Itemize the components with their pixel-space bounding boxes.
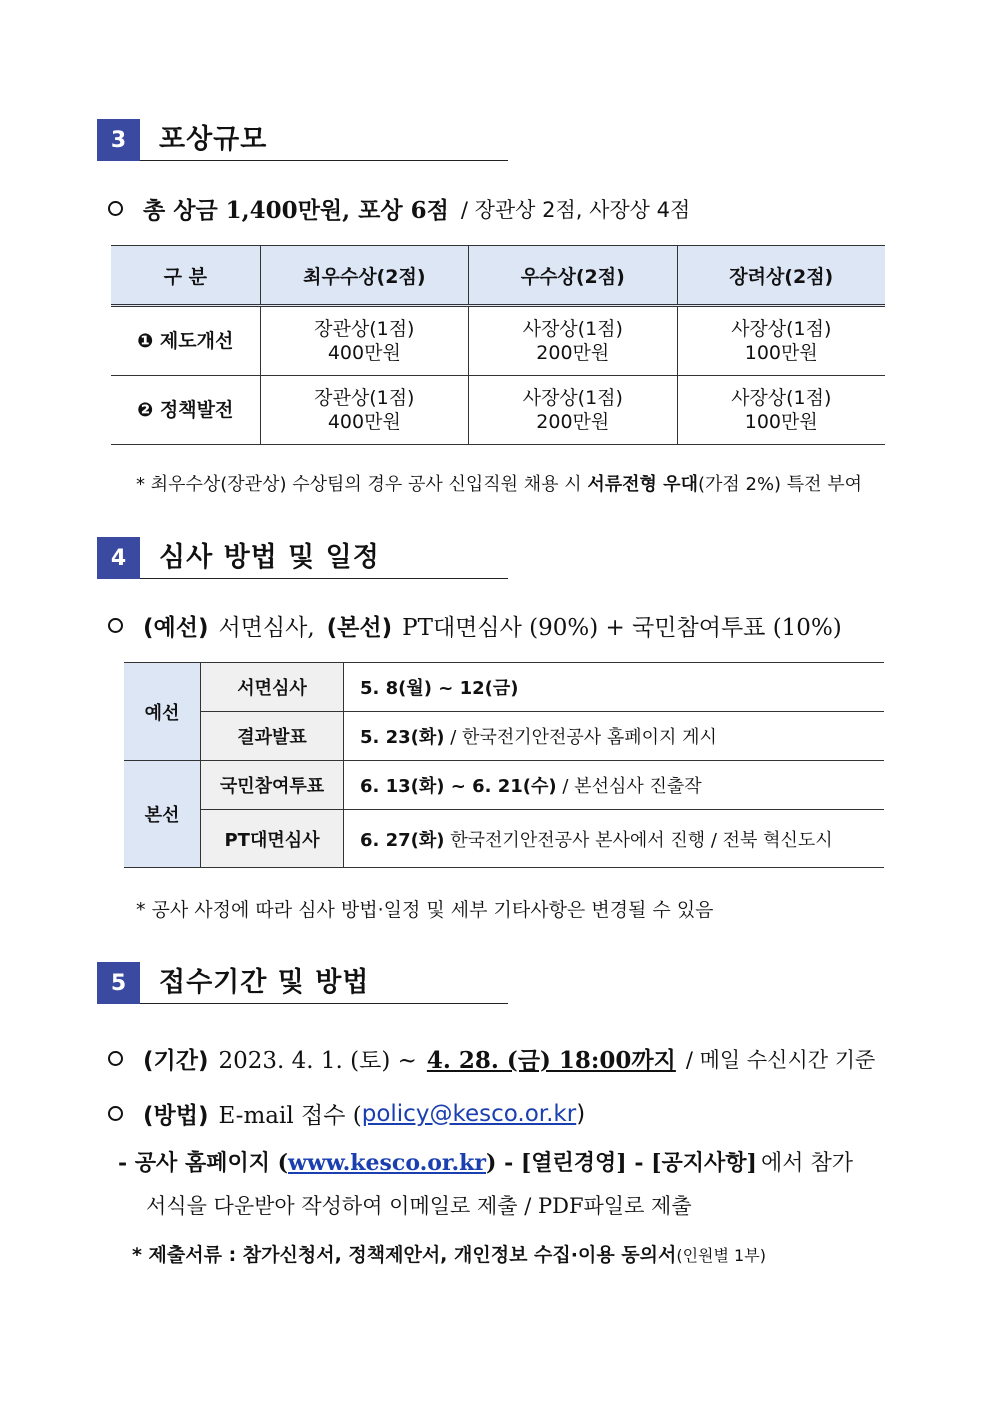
schedule-item: 서면심사 (201, 663, 344, 712)
table-cell: 장관상(1점) 400만원 (260, 306, 468, 376)
table-row (111, 376, 885, 445)
title-underline (140, 160, 508, 161)
table-row (111, 306, 885, 376)
header-cell: 우수상(2점) (469, 246, 677, 306)
section-number: 3 (97, 119, 140, 161)
row-label: ❷ 정책발전 (111, 376, 260, 445)
schedule-item: 결과발표 (201, 712, 344, 761)
section-title: 접수기간 및 방법 (159, 967, 370, 998)
schedule-item: 국민참여투표 (201, 761, 344, 810)
table-row (124, 712, 884, 761)
header-cell: 장려상(2점) (677, 246, 885, 306)
section-3-header (97, 119, 508, 161)
title-underline (140, 1003, 508, 1004)
stage-final: 본선 (124, 761, 201, 868)
bullet-circle-icon (108, 1106, 123, 1121)
section-5-header (97, 962, 508, 1004)
table-row (124, 761, 884, 810)
schedule-item: PT대면심사 (201, 810, 344, 868)
stage-prelim: 예선 (124, 663, 201, 761)
email-link[interactable]: policy@kesco.or.kr (361, 1100, 577, 1127)
method-detail-line1: - 공사 홈페이지 (www.kesco.or.kr) - [열린경영] - [공지사항] 에서 참가 (118, 1150, 853, 1176)
prize-summary (108, 192, 690, 225)
submission-method: (방법) E-mail 접수 ( policy@kesco.or.kr ) (108, 1097, 585, 1130)
award-table (111, 245, 885, 445)
table-row (124, 810, 884, 868)
bullet-circle-icon (108, 1051, 123, 1066)
header-cell: 구 분 (111, 246, 260, 306)
schedule-desc: 5. 8(월) ~ 12(금) (344, 663, 885, 712)
review-method: (예선) 서면심사, (본선) PT대면심사 (90%) + 국민참여투표 (10%) (108, 609, 842, 642)
table-cell: 장관상(1점) 400만원 (260, 376, 468, 445)
schedule-note: * 공사 사정에 따라 심사 방법·일정 및 세부 기타사항은 변경될 수 있음 (136, 899, 714, 921)
schedule-table (124, 662, 884, 868)
section-number: 4 (97, 537, 140, 579)
method-detail-line2: 서식을 다운받아 작성하여 이메일로 제출 / PDF파일로 제출 (146, 1194, 692, 1218)
award-note: * 최우수상(장관상) 수상팀의 경우 공사 신입직원 채용 시 서류전형 우대(가점 2%) 특전 부여 (136, 474, 863, 495)
section-4-header (97, 537, 508, 579)
header-cell: 최우수상(2점) (260, 246, 468, 306)
table-row (124, 663, 884, 712)
table-cell: 사장상(1점) 100만원 (677, 376, 885, 445)
section-number: 5 (97, 962, 140, 1004)
bullet-circle-icon (108, 618, 123, 633)
submission-period: (기간) 2023. 4. 1. (토) ~ 4. 28. (금) 18:00까지 / 메일 수신시간 기준 (108, 1042, 875, 1075)
row-label: ❶ 제도개선 (111, 306, 260, 376)
section-title: 포상규모 (159, 124, 268, 155)
schedule-desc: 6. 27(화) 한국전기안전공사 본사에서 진행 / 전북 혁신도시 (344, 810, 885, 868)
table-header-row (111, 246, 885, 306)
prize-total: 총 상금 1,400만원, 포상 6점 (143, 197, 449, 224)
schedule-desc: 6. 13(화) ~ 6. 21(수) / 본선심사 진출작 (344, 761, 885, 810)
prize-breakdown: / 장관상 2점, 사장상 4점 (460, 197, 691, 222)
bullet-circle-icon (108, 201, 123, 216)
homepage-link[interactable]: www.kesco.or.kr (288, 1150, 486, 1176)
table-cell: 사장상(1점) 200만원 (469, 376, 677, 445)
required-documents: * 제출서류 : 참가신청서, 정책제안서, 개인정보 수집·이용 동의서(인원별 1부) (132, 1244, 766, 1266)
table-cell: 사장상(1점) 100만원 (677, 306, 885, 376)
title-underline (140, 578, 508, 579)
section-title: 심사 방법 및 일정 (159, 542, 380, 573)
table-cell: 사장상(1점) 200만원 (469, 306, 677, 376)
schedule-desc: 5. 23(화) / 한국전기안전공사 홈페이지 게시 (344, 712, 885, 761)
